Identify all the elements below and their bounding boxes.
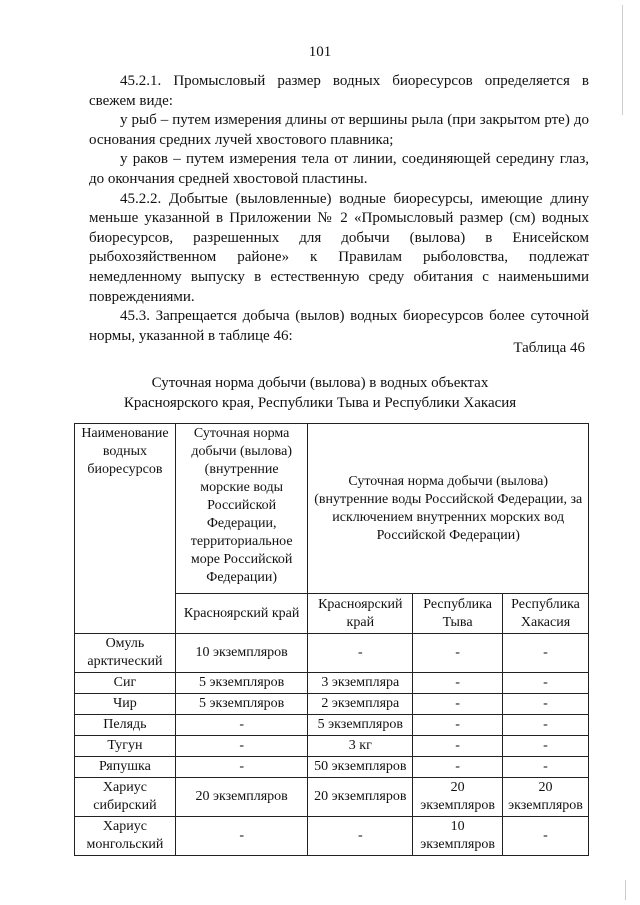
norm-cell: - bbox=[413, 757, 503, 778]
paragraph-crayfish: у раков – путем измерения тела от линии, соединяющей середину глаз, до окончания средней хвостовой пластины. bbox=[89, 151, 589, 187]
norm-cell: - bbox=[503, 757, 589, 778]
table-row bbox=[75, 736, 589, 757]
norm-cell: - bbox=[413, 715, 503, 736]
norm-cell: - bbox=[413, 634, 503, 673]
subheader-khakasia: Республика Хакасия bbox=[503, 594, 589, 634]
species-cell: Ряпушка bbox=[75, 757, 176, 778]
subheader-tyva: Республика Тыва bbox=[413, 594, 503, 634]
table-row bbox=[75, 673, 589, 694]
norm-cell: - bbox=[175, 757, 308, 778]
table-caption bbox=[0, 373, 640, 413]
scan-edge-line bbox=[625, 880, 626, 900]
paragraph-45-2-2: 45.2.2. Добытые (выловленные) водные биоресурсы, имеющие длину меньше указанной в Приложении № 2 «Промысловый размер (см) водных биоресурсов, разрешенных для добычи (вылова) в Енисейском рыбохозяйственном районе» к Правилам рыболовства, подлежат немедленному выпуску в естественную среду обитания с наименьшими повреждениями. bbox=[89, 190, 589, 305]
norm-cell: 5 экземпляров bbox=[175, 694, 308, 715]
species-cell: Омуль арктический bbox=[75, 634, 176, 673]
norm-cell: 5 экземпляров bbox=[175, 673, 308, 694]
norm-cell: - bbox=[413, 694, 503, 715]
header-species: Наименование водных биоресурсов bbox=[75, 424, 176, 634]
species-cell: Тугун bbox=[75, 736, 176, 757]
table-label: Таблица 46 bbox=[513, 340, 585, 356]
table-header-row bbox=[75, 424, 589, 594]
norm-cell: - bbox=[175, 715, 308, 736]
scan-edge-line bbox=[622, 5, 623, 115]
norm-cell: 20 экземпляров bbox=[413, 778, 503, 817]
norm-cell: 20 экземпляров bbox=[503, 778, 589, 817]
table-row bbox=[75, 778, 589, 817]
page-number: 101 bbox=[308, 44, 332, 60]
species-cell: Хариус сибирский bbox=[75, 778, 176, 817]
table-row bbox=[75, 694, 589, 715]
norm-cell: 10 экземпляров bbox=[175, 634, 308, 673]
norm-cell: 20 экземпляров bbox=[308, 778, 413, 817]
norm-cell: - bbox=[308, 817, 413, 856]
species-cell: Хариус монгольский bbox=[75, 817, 176, 856]
species-cell: Пелядь bbox=[75, 715, 176, 736]
norm-cell: - bbox=[503, 673, 589, 694]
caption-line-2: Красноярского края, Республики Тыва и Республики Хакасия bbox=[123, 395, 517, 411]
norm-cell: 20 экземпляров bbox=[175, 778, 308, 817]
caption-line-1: Суточная норма добычи (вылова) в водных объектах bbox=[151, 375, 489, 391]
norm-cell: 10 экземпляров bbox=[413, 817, 503, 856]
table-row bbox=[75, 757, 589, 778]
norm-cell: - bbox=[413, 673, 503, 694]
paragraph-45-2-1: 45.2.1. Промысловый размер водных биоресурсов определяется в свежем виде: bbox=[89, 73, 589, 109]
subheader-krasnoyarsk: Красноярский край bbox=[308, 594, 413, 634]
norm-cell: - bbox=[175, 817, 308, 856]
norm-cell: - bbox=[413, 736, 503, 757]
norm-cell: - bbox=[503, 715, 589, 736]
table-row bbox=[75, 817, 589, 856]
norm-cell: - bbox=[503, 634, 589, 673]
subheader-sea-krasnoyarsk: Красноярский край bbox=[175, 594, 308, 634]
norm-cell: - bbox=[503, 817, 589, 856]
norm-cell: - bbox=[308, 634, 413, 673]
paragraph-45-3: 45.3. Запрещается добыча (вылов) водных биоресурсов более суточной нормы, указанной в таблице 46: bbox=[89, 308, 589, 344]
paragraph-fish: у рыб – путем измерения длины от вершины рыла (при закрытом рте) до основания средних лучей хвостового плавника; bbox=[89, 112, 589, 148]
norm-cell: 3 кг bbox=[308, 736, 413, 757]
header-inland-waters: Суточная норма добычи (вылова) (внутренние воды Российской Федерации, за исключением внутренних морских вод Российской Федерации) bbox=[308, 424, 589, 594]
norm-cell: 3 экземпляра bbox=[308, 673, 413, 694]
norm-cell: 50 экземпляров bbox=[308, 757, 413, 778]
body-text bbox=[89, 72, 589, 346]
norm-cell: - bbox=[175, 736, 308, 757]
catch-norm-table bbox=[74, 423, 589, 856]
norm-cell: 2 экземпляра bbox=[308, 694, 413, 715]
norm-cell: - bbox=[503, 694, 589, 715]
species-cell: Чир bbox=[75, 694, 176, 715]
norm-cell: - bbox=[503, 736, 589, 757]
table-row bbox=[75, 634, 589, 673]
table-row bbox=[75, 715, 589, 736]
species-cell: Сиг bbox=[75, 673, 176, 694]
norm-cell: 5 экземпляров bbox=[308, 715, 413, 736]
header-sea-waters: Суточная норма добычи (вылова) (внутренние морские воды Российской Федерации, территориальное море Российской Федерации) bbox=[175, 424, 308, 594]
